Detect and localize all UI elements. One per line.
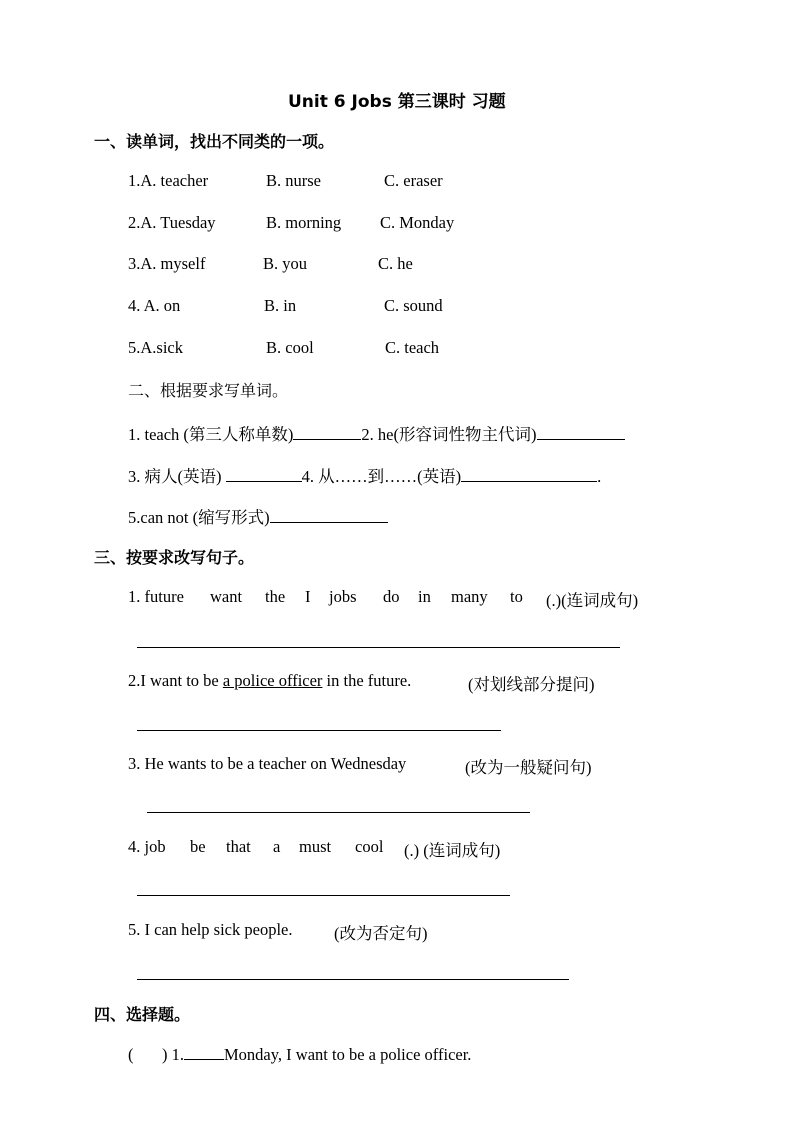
s3-q4-word-2: that [226,837,251,856]
s1-item3-b: B. you [263,254,308,273]
section1-heading: 一、读单词，找出不同类的一项。 [94,132,335,151]
section2-heading: 二、根据要求写单词。 [128,381,289,400]
s4-q1-row [162,1045,471,1065]
s3-q3-note: (改为一般疑问句) [465,758,592,777]
s3-q1-word-8: to [510,587,523,606]
s3-q1-word-3: I [305,587,311,606]
s3-q1-answer-line[interactable] [137,647,620,648]
s1-item4-a: 4. A. on [128,296,181,315]
s3-q4-word-3: a [273,837,281,856]
s1-item4-c: C. sound [384,296,443,315]
s2-q4-blank[interactable] [461,467,597,482]
section4-heading: 四、选择题。 [94,1005,191,1024]
s1-item2-c: C. Monday [380,213,455,232]
s3-q5-text: 5. I can help sick people. [128,920,293,939]
s2-q3-text: 3. 病人(英语) [128,467,222,486]
s3-q2-row [128,671,411,691]
s3-q5-note: (改为否定句) [334,924,428,943]
s2-q5-blank[interactable] [270,508,388,523]
s3-q1-word-5: do [383,587,400,606]
s3-q4-word-4: must [299,837,332,856]
s3-q1-word-9: (.)(连词成句) [546,591,639,610]
s1-item1-a: 1.A. teacher [128,171,209,190]
s3-q2-note: (对划线部分提问) [468,675,595,694]
s3-q4-word-0: 4. job [128,837,166,856]
s1-item2-b: B. morning [266,213,342,232]
s1-item5-c: C. teach [385,338,440,357]
s3-q4-word-1: be [190,837,206,856]
s1-item4-b: B. in [264,296,297,315]
s3-q1-word-6: in [418,587,431,606]
s3-q4-word-6: (.) (连词成句) [404,841,501,860]
s1-item3-c: C. he [378,254,413,273]
s4-q1-paren-open: ( [128,1045,134,1064]
s2-q3-row [128,463,601,487]
s2-q1-text: 1. teach (第三人称单数) [128,425,294,444]
s3-q1-word-2: the [265,587,286,606]
s3-q3-text: 3. He wants to be a teacher on Wednesday [128,754,407,773]
s2-q1-row [128,421,625,445]
s4-q1-text: Monday, I want to be a police officer. [224,1045,472,1064]
s3-q1-word-0: 1. future [128,587,184,606]
s3-q1-word-1: want [210,587,243,606]
s2-q3-blank[interactable] [226,467,302,482]
s2-q4-end: . [597,467,602,486]
s3-q1-word-4: jobs [329,587,357,606]
s2-q5-row [128,504,388,528]
section3-heading: 三、按要求改写句子。 [94,548,255,567]
s2-q1-blank[interactable] [293,425,361,440]
s1-item5-b: B. cool [266,338,314,357]
page-title: Unit 6 Jobs 第三课时 习题 [288,92,506,112]
s1-item3-a: 3.A. myself [128,254,206,273]
s3-q5-answer-line[interactable] [137,979,569,980]
s3-q4-answer-line[interactable] [137,895,510,896]
s4-q1-paren-close: ) 1. [162,1045,184,1064]
s1-item5-a: 5.A.sick [128,338,183,357]
s3-q1-word-7: many [451,587,488,606]
s1-item1-c: C. eraser [384,171,443,190]
s3-q2-pre: 2.I want to be [128,671,223,690]
s4-q1-blank[interactable] [184,1045,224,1060]
s2-q2-text: 2. he(形容词性物主代词) [361,425,537,444]
s3-q2-underlined: a police officer [222,671,323,690]
s3-q2-answer-line[interactable] [137,730,501,731]
s2-q5-text: 5.can not (缩写形式) [128,508,270,527]
s3-q2-post: in the future. [322,671,412,690]
s1-item2-a: 2.A. Tuesday [128,213,216,232]
s2-q4-text: 4. 从……到……(英语) [301,467,462,486]
s3-q3-answer-line[interactable] [147,812,530,813]
s1-item1-b: B. nurse [266,171,321,190]
s2-q2-blank[interactable] [537,425,625,440]
s3-q4-word-5: cool [355,837,384,856]
